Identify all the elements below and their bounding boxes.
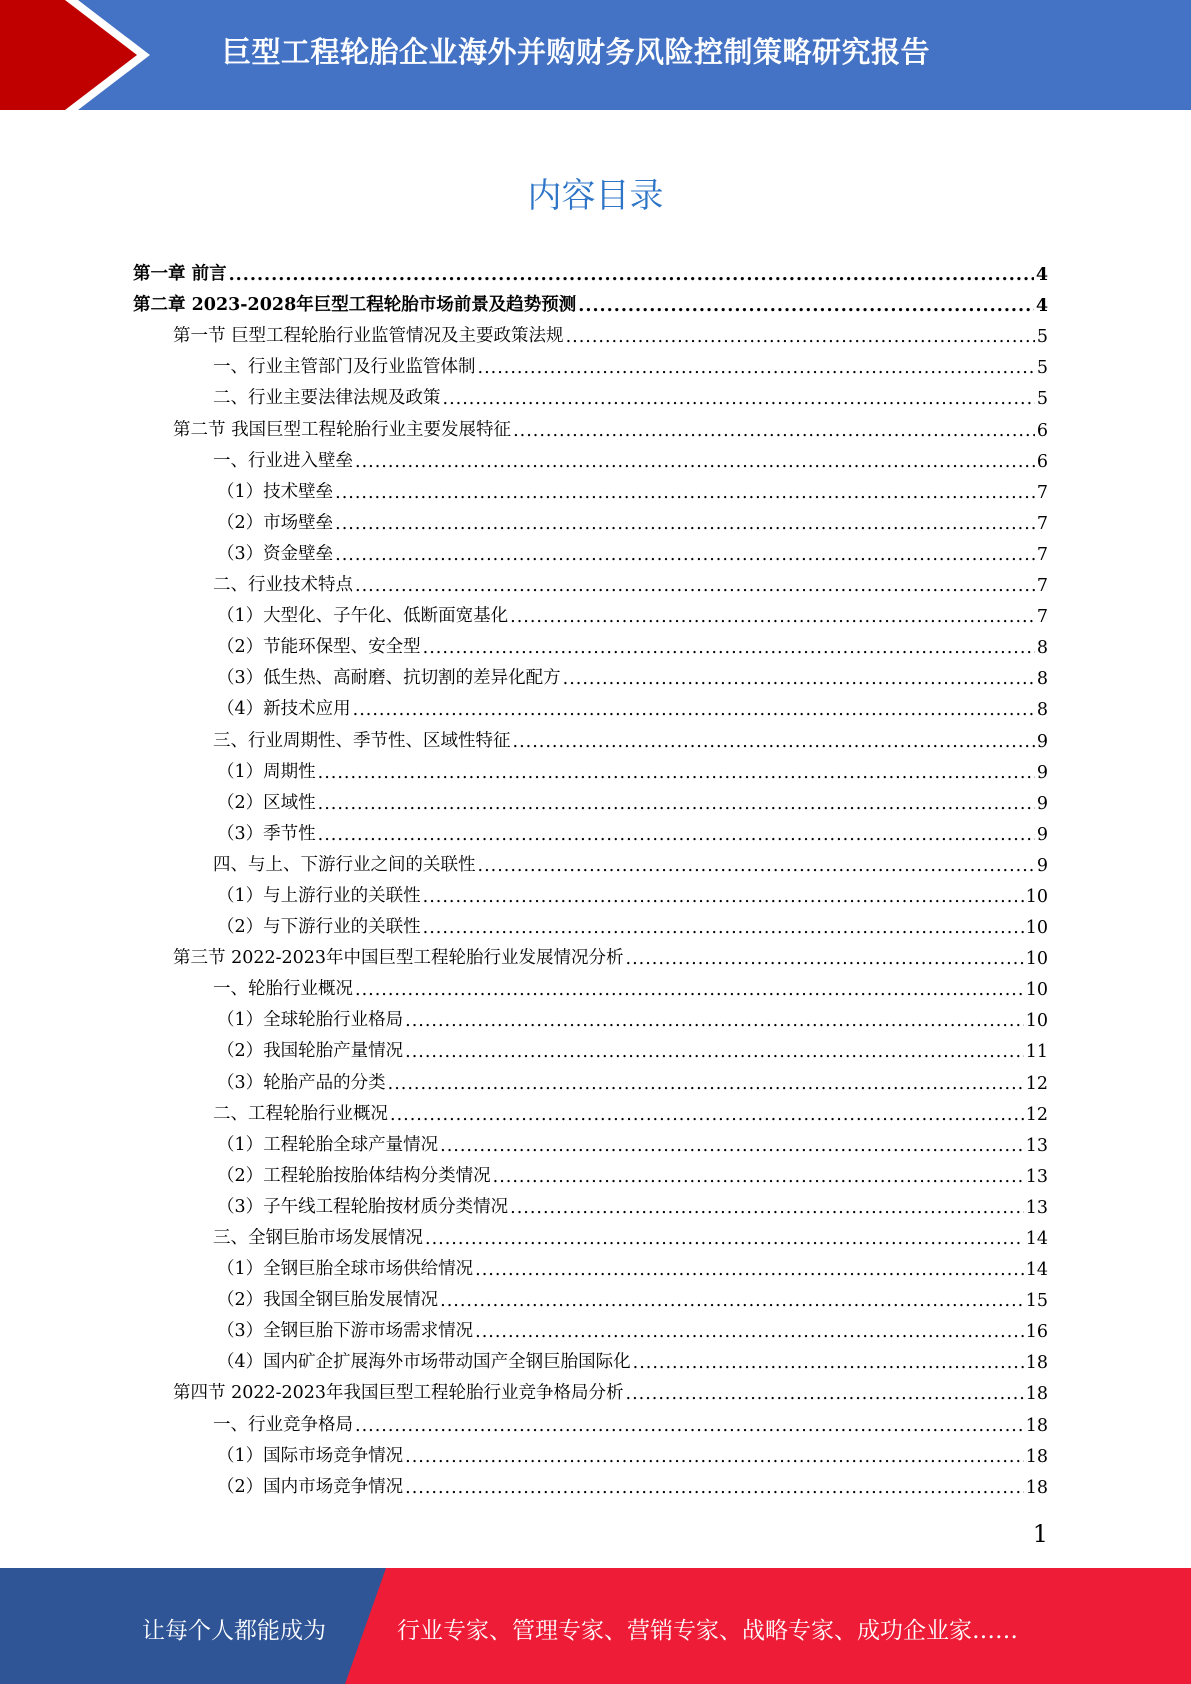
toc-leader-dots <box>335 514 1035 534</box>
toc-entry-label: 三、行业周期性、季节性、区域性特征 <box>213 730 511 751</box>
toc-entry[interactable] <box>133 1031 1048 1062</box>
toc-leader-dots <box>355 1416 1024 1436</box>
toc-entry[interactable] <box>133 1280 1048 1311</box>
toc-entry-page: 10 <box>1025 918 1048 939</box>
toc-entry-page: 7 <box>1036 513 1048 534</box>
toc-entry-page: 13 <box>1025 1135 1048 1156</box>
toc-leader-dots <box>563 669 1035 689</box>
toc-entry-page: 9 <box>1036 762 1048 783</box>
toc-entry[interactable] <box>133 1467 1048 1498</box>
toc-entry[interactable] <box>133 316 1048 347</box>
toc-entry-label: （1）全钢巨胎全球市场供给情况 <box>217 1259 474 1280</box>
header-banner <box>0 0 1191 110</box>
toc-leader-dots <box>510 1198 1024 1218</box>
toc-entry-label: （2）我国全钢巨胎发展情况 <box>217 1290 439 1311</box>
toc-leader-dots <box>578 296 1034 316</box>
toc-entry-page: 14 <box>1025 1260 1048 1281</box>
toc-entry[interactable] <box>133 1249 1048 1280</box>
toc-entry[interactable] <box>133 814 1048 845</box>
toc-entry-page: 5 <box>1036 389 1048 410</box>
toc-entry-page: 16 <box>1025 1322 1048 1343</box>
toc-leader-dots <box>353 700 1035 720</box>
toc-entry-page: 10 <box>1025 886 1048 907</box>
toc-entry-page: 5 <box>1036 358 1048 379</box>
toc-leader-dots <box>335 483 1035 503</box>
toc-entry-label: （3）轮胎产品的分类 <box>217 1072 386 1093</box>
footer-slogan-right: 行业专家、管理专家、营销专家、战略专家、成功企业家…… <box>397 1618 1018 1644</box>
toc-entry-page: 18 <box>1025 1353 1048 1374</box>
toc-entry-label: 第三节 2022-2023年中国巨型工程轮胎行业发展情况分析 <box>173 948 624 969</box>
toc-entry-page: 4 <box>1035 265 1048 286</box>
toc-entry[interactable] <box>133 378 1048 409</box>
toc-leader-dots <box>405 1042 1024 1062</box>
toc-leader-dots <box>423 638 1035 658</box>
toc-entry[interactable] <box>133 596 1048 627</box>
toc-entry-page: 7 <box>1036 482 1048 503</box>
toc-entry-label: （3）低生热、高耐磨、抗切割的差异化配方 <box>217 668 561 689</box>
toc-entry[interactable] <box>133 565 1048 596</box>
toc-leader-dots <box>423 918 1024 938</box>
toc-entry-page: 8 <box>1036 669 1048 690</box>
toc-leader-dots <box>318 825 1035 845</box>
toc-leader-dots <box>318 794 1035 814</box>
toc-entry-page: 10 <box>1025 980 1048 1001</box>
toc-entry-label: （3）全钢巨胎下游市场需求情况 <box>217 1321 474 1342</box>
footer-slogan-left: 让每个人都能成为 <box>142 1618 326 1644</box>
toc-entry-label: 第四节 2022-2023年我国巨型工程轮胎行业竞争格局分析 <box>173 1383 624 1404</box>
toc-leader-dots <box>355 452 1035 472</box>
toc-leader-dots <box>425 1229 1024 1249</box>
toc-entry[interactable] <box>133 1156 1048 1187</box>
toc-entry-label: （1）大型化、子午化、低断面宽基化 <box>217 606 509 627</box>
toc-entry-page: 5 <box>1036 327 1048 348</box>
toc-entry-page: 7 <box>1036 607 1048 628</box>
toc-entry[interactable] <box>133 472 1048 503</box>
toc-entry-page: 10 <box>1025 1011 1048 1032</box>
toc-entry-label: 二、行业主要法律法规及政策 <box>213 388 441 409</box>
toc-entry[interactable] <box>133 1342 1048 1373</box>
toc-entry-page: 15 <box>1025 1291 1048 1312</box>
toc-entry[interactable] <box>133 969 1048 1000</box>
toc-entry-label: 三、全钢巨胎市场发展情况 <box>213 1228 423 1248</box>
toc-entry[interactable] <box>133 409 1048 440</box>
toc-entry-page: 9 <box>1036 793 1048 814</box>
toc-entry[interactable] <box>133 1436 1048 1467</box>
toc-entry-page: 6 <box>1036 451 1048 472</box>
toc-entry[interactable] <box>133 1311 1048 1342</box>
toc-entry-page: 4 <box>1035 296 1048 317</box>
toc-leader-dots <box>513 732 1035 752</box>
toc-entry-page: 11 <box>1025 1042 1048 1063</box>
toc-entry[interactable] <box>133 1125 1048 1156</box>
toc-entry-page: 18 <box>1025 1477 1048 1498</box>
toc-entry-label: （2）市场壁垒 <box>217 512 334 533</box>
toc-entry[interactable] <box>133 627 1048 658</box>
toc-entry[interactable] <box>133 1000 1048 1031</box>
toc-entry[interactable] <box>133 503 1048 534</box>
toc-entry[interactable] <box>133 347 1048 378</box>
toc-leader-dots <box>513 421 1035 441</box>
toc-entry-label: 二、行业技术特点 <box>213 575 353 596</box>
toc-leader-dots <box>390 1105 1024 1125</box>
toc-heading: 内容目录 <box>527 176 664 216</box>
toc-entry-page: 10 <box>1025 949 1048 970</box>
toc-entry-label: （2）与下游行业的关联性 <box>217 917 421 938</box>
toc-entry-page: 14 <box>1025 1229 1048 1249</box>
toc-entry-page: 9 <box>1036 731 1048 752</box>
toc-entry-label: （1）周期性 <box>217 761 316 782</box>
footer-banner <box>0 1568 1191 1684</box>
toc-leader-dots <box>388 1074 1024 1094</box>
toc-entry[interactable] <box>133 720 1048 751</box>
toc-entry-label: （2）我国轮胎产量情况 <box>217 1041 404 1062</box>
toc-leader-dots <box>493 1167 1024 1187</box>
toc-entry-page: 9 <box>1036 824 1048 845</box>
toc-entry-label: 四、与上、下游行业之间的关联性 <box>213 854 476 875</box>
report-title: 巨型工程轮胎企业海外并购财务风险控制策略研究报告 <box>222 35 931 69</box>
toc-entry[interactable] <box>133 1094 1048 1125</box>
header-chevron <box>0 0 140 110</box>
toc-entry[interactable] <box>133 534 1048 565</box>
toc-leader-dots <box>405 1478 1024 1498</box>
toc-leader-dots <box>405 1011 1024 1031</box>
toc-leader-dots <box>355 576 1035 596</box>
toc-leader-dots <box>510 607 1035 627</box>
toc-leader-dots <box>478 856 1035 876</box>
toc-entry-label: 第二章 2023-2028年巨型工程轮胎市场前景及趋势预测 <box>133 295 577 316</box>
toc-entry-page: 12 <box>1025 1104 1048 1125</box>
toc-entry-page: 18 <box>1025 1384 1048 1405</box>
toc-entry[interactable] <box>133 752 1048 783</box>
toc-entry-label: （2）国内市场竞争情况 <box>217 1476 404 1497</box>
toc-entry-label: （1）与上游行业的关联性 <box>217 885 421 906</box>
toc-entry-page: 18 <box>1025 1446 1048 1467</box>
toc-entry[interactable] <box>133 783 1048 814</box>
toc-entry-label: 第二节 我国巨型工程轮胎行业主要发展特征 <box>173 419 512 440</box>
toc-entry-label: 一、行业竞争格局 <box>213 1414 353 1435</box>
toc-entry[interactable] <box>133 254 1048 285</box>
toc-entry-page: 8 <box>1036 638 1048 659</box>
toc-entry-label: 二、工程轮胎行业概况 <box>213 1103 388 1124</box>
toc-entry-page: 7 <box>1036 576 1048 597</box>
toc-entry-page: 8 <box>1036 700 1048 721</box>
toc-entry[interactable] <box>133 1062 1048 1093</box>
toc-entry[interactable] <box>133 1218 1048 1249</box>
toc-leader-dots <box>626 1384 1024 1404</box>
toc-leader-dots <box>318 763 1035 783</box>
toc-entry-label: （1）技术壁垒 <box>217 481 334 502</box>
toc-entry[interactable] <box>133 907 1048 938</box>
toc-leader-dots <box>440 1291 1024 1311</box>
toc-leader-dots <box>355 980 1024 1000</box>
toc-entry-label: （1）工程轮胎全球产量情况 <box>217 1134 439 1155</box>
toc-leader-dots <box>475 1260 1024 1280</box>
toc-entry-label: （2）工程轮胎按胎体结构分类情况 <box>217 1165 491 1186</box>
toc-leader-dots <box>440 1136 1024 1156</box>
toc-entry-label: 第一章 前言 <box>133 264 227 285</box>
toc-entry-label: 第一节 巨型工程轮胎行业监管情况及主要政策法规 <box>173 326 564 347</box>
toc-leader-dots <box>335 545 1035 565</box>
toc-leader-dots <box>633 1353 1024 1373</box>
toc-entry-page: 7 <box>1036 544 1048 565</box>
toc-entry[interactable] <box>133 658 1048 689</box>
toc-entry[interactable] <box>133 441 1048 472</box>
toc-entry[interactable] <box>133 845 1048 876</box>
toc-entry[interactable] <box>133 689 1048 720</box>
toc-entry-label: （3）子午线工程轮胎按材质分类情况 <box>217 1196 509 1217</box>
toc-leader-dots <box>229 265 1034 285</box>
toc-entry-page: 13 <box>1025 1166 1048 1187</box>
toc-leader-dots <box>443 389 1035 409</box>
toc-entry-page: 13 <box>1025 1197 1048 1218</box>
toc-entry-page: 18 <box>1025 1415 1048 1436</box>
toc-entry[interactable] <box>133 1187 1048 1218</box>
toc-entry-page: 12 <box>1025 1073 1048 1094</box>
toc-leader-dots <box>405 1447 1024 1467</box>
toc-entry-label: 一、行业进入壁垒 <box>213 450 353 471</box>
toc-entry-label: （4）新技术应用 <box>217 699 351 720</box>
toc-entry[interactable] <box>133 285 1048 316</box>
toc-leader-dots <box>566 327 1035 347</box>
toc-leader-dots <box>475 1322 1024 1342</box>
toc-leader-dots <box>478 358 1035 378</box>
toc-entry[interactable] <box>133 876 1048 907</box>
toc-entry-label: （2）节能环保型、安全型 <box>217 637 421 658</box>
toc-entry-label: （1）全球轮胎行业格局 <box>217 1010 404 1031</box>
toc-entry-page: 6 <box>1036 420 1048 441</box>
page-number: 1 <box>1032 1520 1048 1548</box>
toc-entry-page: 9 <box>1036 855 1048 876</box>
toc-entry-label: 一、轮胎行业概况 <box>213 979 353 1000</box>
toc-entry-label: （3）季节性 <box>217 823 316 844</box>
toc-entry-label: （4）国内矿企扩展海外市场带动国产全钢巨胎国际化 <box>217 1352 631 1373</box>
toc-entry-label: （1）国际市场竞争情况 <box>217 1445 404 1466</box>
toc-entry-label: 一、行业主管部门及行业监管体制 <box>213 357 476 378</box>
table-of-contents <box>133 254 1048 1498</box>
toc-entry[interactable] <box>133 1404 1048 1435</box>
toc-entry[interactable] <box>133 1373 1048 1404</box>
toc-leader-dots <box>626 949 1024 969</box>
toc-entry-label: （3）资金壁垒 <box>217 543 334 564</box>
toc-entry-label: （2）区域性 <box>217 792 316 813</box>
toc-entry[interactable] <box>133 938 1048 969</box>
toc-leader-dots <box>423 887 1024 907</box>
